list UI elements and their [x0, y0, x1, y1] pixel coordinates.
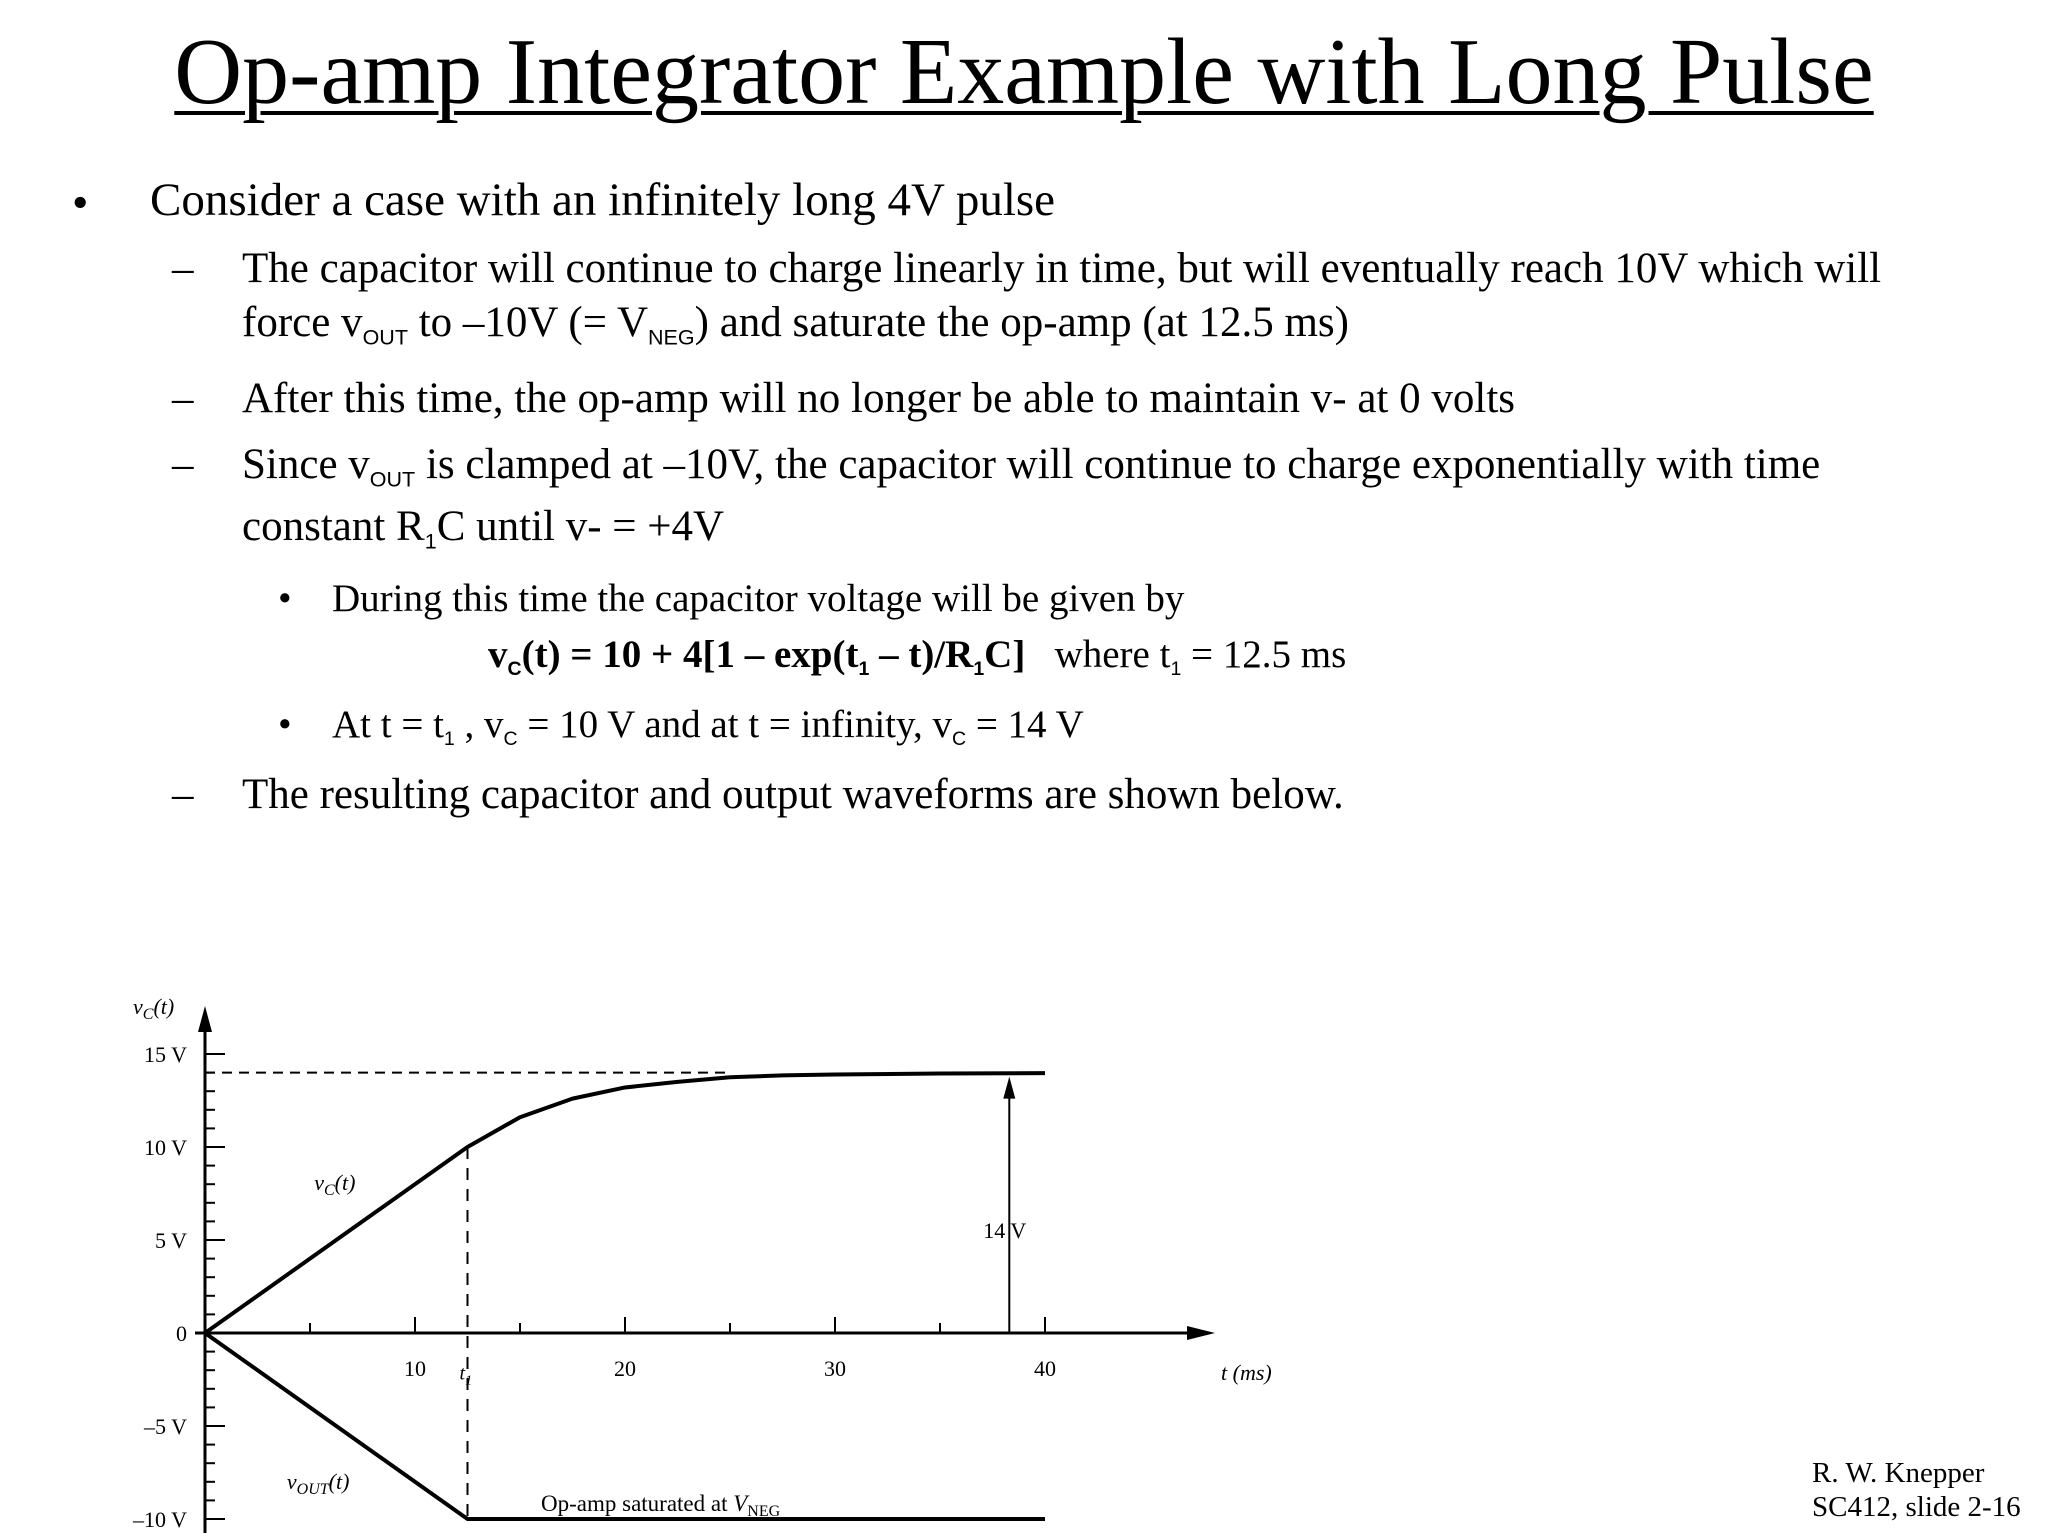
bullet-after-this-time: After this time, the op-amp will no longer be able to maintain v- at 0 volts: [242, 375, 1515, 422]
saturation-label: Op-amp saturated at $V_{NEG}$: [541, 1491, 781, 1520]
y-axis-arrow: [198, 1006, 212, 1032]
x-axis-arrow: [1187, 1326, 1215, 1340]
x-tick-label: 20: [614, 1356, 636, 1381]
x-tick-label: 10: [404, 1356, 426, 1381]
footer-author: R. W. Knepper: [1812, 1457, 1985, 1489]
dash-mark: –: [172, 441, 194, 488]
vout-series-label: $v_{OUT}(t)$: [286, 1469, 350, 1499]
dash-mark: –: [172, 771, 194, 818]
x-axis-label: t (ms): [1221, 1360, 1272, 1385]
footer-slide-number: SC412, slide 2-16: [1812, 1491, 2021, 1524]
bullet-capacitor-charge-line2: force $v_{OUT}$ to –10V (= $V_{NEG}$) and saturate the op-amp (at 12.5 ms): [242, 299, 1349, 350]
y-tick-label: 10 V: [144, 1135, 187, 1160]
x-tick-label: 30: [824, 1356, 846, 1381]
slide-title: Op-amp Integrator Example with Long Pulse: [174, 20, 1874, 124]
y-tick-label: 15 V: [144, 1042, 187, 1067]
bullet-mark: •: [72, 177, 89, 229]
y-tick-label: –10 V: [133, 1507, 187, 1532]
bullet-clamped-line1: Since $v_{OUT}$ is clamped at –10V, the capacitor will continue to charge exponentially with time: [242, 441, 1821, 492]
vc-series-label: $v_C(t)$: [314, 1169, 356, 1199]
bullet-mark-small: •: [278, 577, 292, 620]
dash-mark: –: [172, 375, 194, 422]
y-tick-label: 0: [176, 1321, 187, 1346]
bullet-capacitor-charge-line1: The capacitor will continue to charge linearly in time, but will eventually reach 10V which will: [242, 245, 1882, 292]
arrow-14v-label: 14 V: [983, 1218, 1027, 1243]
vc-waveform-line: [205, 1073, 1045, 1333]
bullet-resulting-waveforms: The resulting capacitor and output waveforms are shown below.: [242, 771, 1344, 818]
bullet-clamped-line2: constant $R_1C$ until v- = +4V: [242, 503, 725, 554]
bullet-during-this-time: During this time the capacitor voltage will be given by: [332, 577, 1185, 620]
dash-mark: –: [172, 245, 194, 292]
bullet-long-pulse: Consider a case with an infinitely long 4V pulse: [150, 174, 1056, 226]
arrow-14v-head: [1003, 1077, 1015, 1099]
y-tick-label: –5 V: [144, 1414, 187, 1439]
footer: [1812, 1456, 2021, 1524]
t1-label: $t_1$: [459, 1362, 473, 1389]
x-tick-label: 40: [1034, 1356, 1056, 1381]
bullet-at-t1: At $t = t_1$ , $v_C = 10$ V and at t = infinity, $v_C = 14$ V: [332, 703, 1084, 750]
capacitor-voltage-formula: $v_C(t) = 10 + 4[1 - \exp(t_1 - t)/R_1C]$ where $t_1 = 12.5$ ms: [488, 633, 1347, 680]
y-axis-label: $v_C(t)$: [133, 994, 175, 1023]
bullet-mark-small: •: [278, 703, 292, 746]
y-tick-label: 5 V: [155, 1228, 187, 1253]
